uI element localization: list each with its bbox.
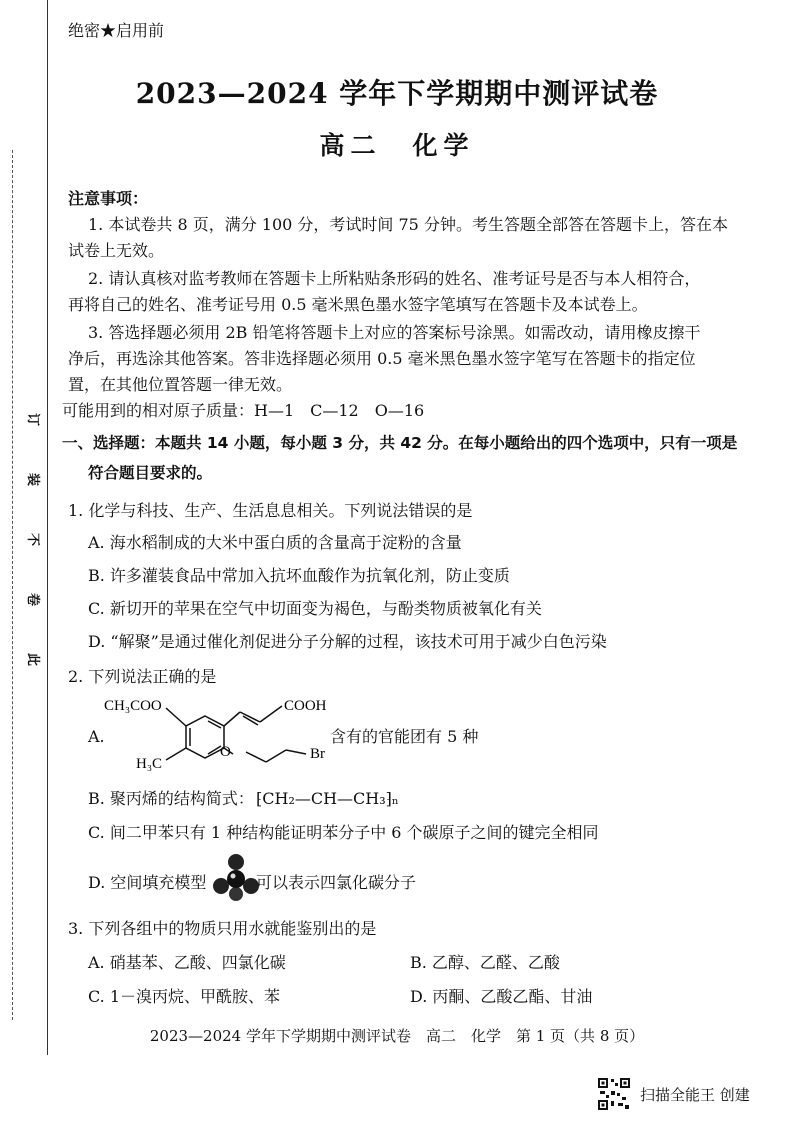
formula-br: Br: [310, 746, 325, 762]
formula-cooh: COOH: [284, 698, 327, 714]
q2-option-c: C. 间二甲苯只有 1 种结构能证明苯分子中 6 个碳原子之间的键完全相同: [88, 823, 599, 842]
q2-option-a-label: A.: [88, 727, 105, 746]
q1-option-a: A. 海水稻制成的大米中蛋白质的含量高于淀粉的含量: [88, 533, 462, 552]
side-text-char: 订: [25, 412, 41, 427]
scanner-watermark: 扫描全能王 创建: [640, 1086, 750, 1104]
q1-option-b: B. 许多灌装食品中常加入抗坏血酸作为抗氧化剂，防止变质: [88, 566, 510, 585]
q1-option-d: D. “解聚”是通过催化剂促进分子分解的过程，该技术可用于减少白色污染: [88, 632, 607, 651]
side-text-char: 此: [25, 652, 41, 667]
notice-item: 净后，再选涂其他答案。答非选择题必须用 0.5 毫米黑色墨水签字笔写在答题卡的指定位: [68, 349, 696, 368]
q2-option-a-text: 含有的官能团有 5 种: [330, 727, 479, 746]
side-text-char: 卷: [25, 592, 41, 607]
section1-heading: 一、选择题：本题共 14 小题，每小题 3 分，共 42 分。在每小题给出的四个选项中，只有一项是: [62, 434, 738, 452]
formula-ch3coo: CH₃COO: [104, 698, 162, 714]
exam-title: 2023—2024 学年下学期期中测评试卷: [135, 77, 659, 110]
section1-heading-cont: 符合题目要求的。: [88, 464, 213, 482]
q2-option-d-post: 可以表示四氯化碳分子: [256, 873, 417, 892]
notice-item: 试卷上无效。: [68, 241, 165, 260]
notice-item: 1. 本试卷共 8 页，满分 100 分，考试时间 75 分钟。考生答题全部答在答题卡上，答在本: [88, 215, 728, 234]
formula-o: O: [220, 744, 231, 760]
q2-structure-formula: [100, 688, 340, 778]
space-filling-model-icon: [212, 854, 260, 902]
q2-option-b-label: B. 聚丙烯的结构简式：: [88, 789, 254, 808]
q1-option-c: C. 新切开的苹果在空气中切面变为褐色，与酚类物质被氧化有关: [88, 599, 542, 618]
exam-subtitle: 高二 化学: [319, 131, 475, 160]
notice-item: 再将自己的姓名、准考证号用 0.5 毫米黑色墨水签字笔填写在答题卡及本试卷上。: [68, 295, 648, 314]
side-text-char: 装: [25, 472, 41, 487]
notice-heading: 注意事项：: [68, 189, 149, 208]
q3-option-c: C. 1－溴丙烷、甲酰胺、苯: [88, 987, 281, 1006]
q2-option-b-formula: ⁅CH₂—CH—CH₃⁆ₙ: [256, 789, 399, 808]
q1-stem: 1. 化学与科技、生产、生活息息相关。下列说法错误的是: [68, 501, 473, 520]
dashed-cut-line: [12, 150, 13, 1020]
q3-option-b: B. 乙醇、乙醛、乙酸: [410, 953, 560, 972]
side-text-char: 不: [25, 532, 41, 547]
q3-option-d: D. 丙酮、乙酸乙酯、甘油: [410, 987, 593, 1006]
q2-option-d-pre: D. 空间填充模型: [88, 873, 207, 892]
formula-bonds: [166, 706, 306, 762]
q3-stem: 3. 下列各组中的物质只用水就能鉴别出的是: [68, 919, 377, 938]
secret-label: 绝密★启用前: [68, 21, 165, 40]
formula-h3c: H₃C: [136, 756, 163, 772]
qr-code-icon: [597, 1077, 631, 1111]
notice-item: 2. 请认真核对监考教师在答题卡上所粘贴条形码的姓名、准考证号是否与本人相符合，: [88, 269, 701, 288]
benzene-ring: [186, 716, 224, 758]
q2-stem: 2. 下列说法正确的是: [68, 667, 217, 686]
notice-item: 置，在其他位置答题一律无效。: [68, 375, 293, 394]
notice-item: 3. 答选择题必须用 2B 铅笔将答题卡上对应的答案标号涂黑。如需改动，请用橡皮擦干: [88, 323, 701, 342]
q3-option-a: A. 硝基苯、乙酸、四氯化碳: [88, 953, 286, 972]
page-footer: 2023—2024 学年下学期期中测评试卷 高二 化学 第 1 页（共 8 页）: [149, 1027, 645, 1045]
atomic-mass: 可能用到的相对原子质量：H—1 C—12 O—16: [62, 401, 425, 420]
